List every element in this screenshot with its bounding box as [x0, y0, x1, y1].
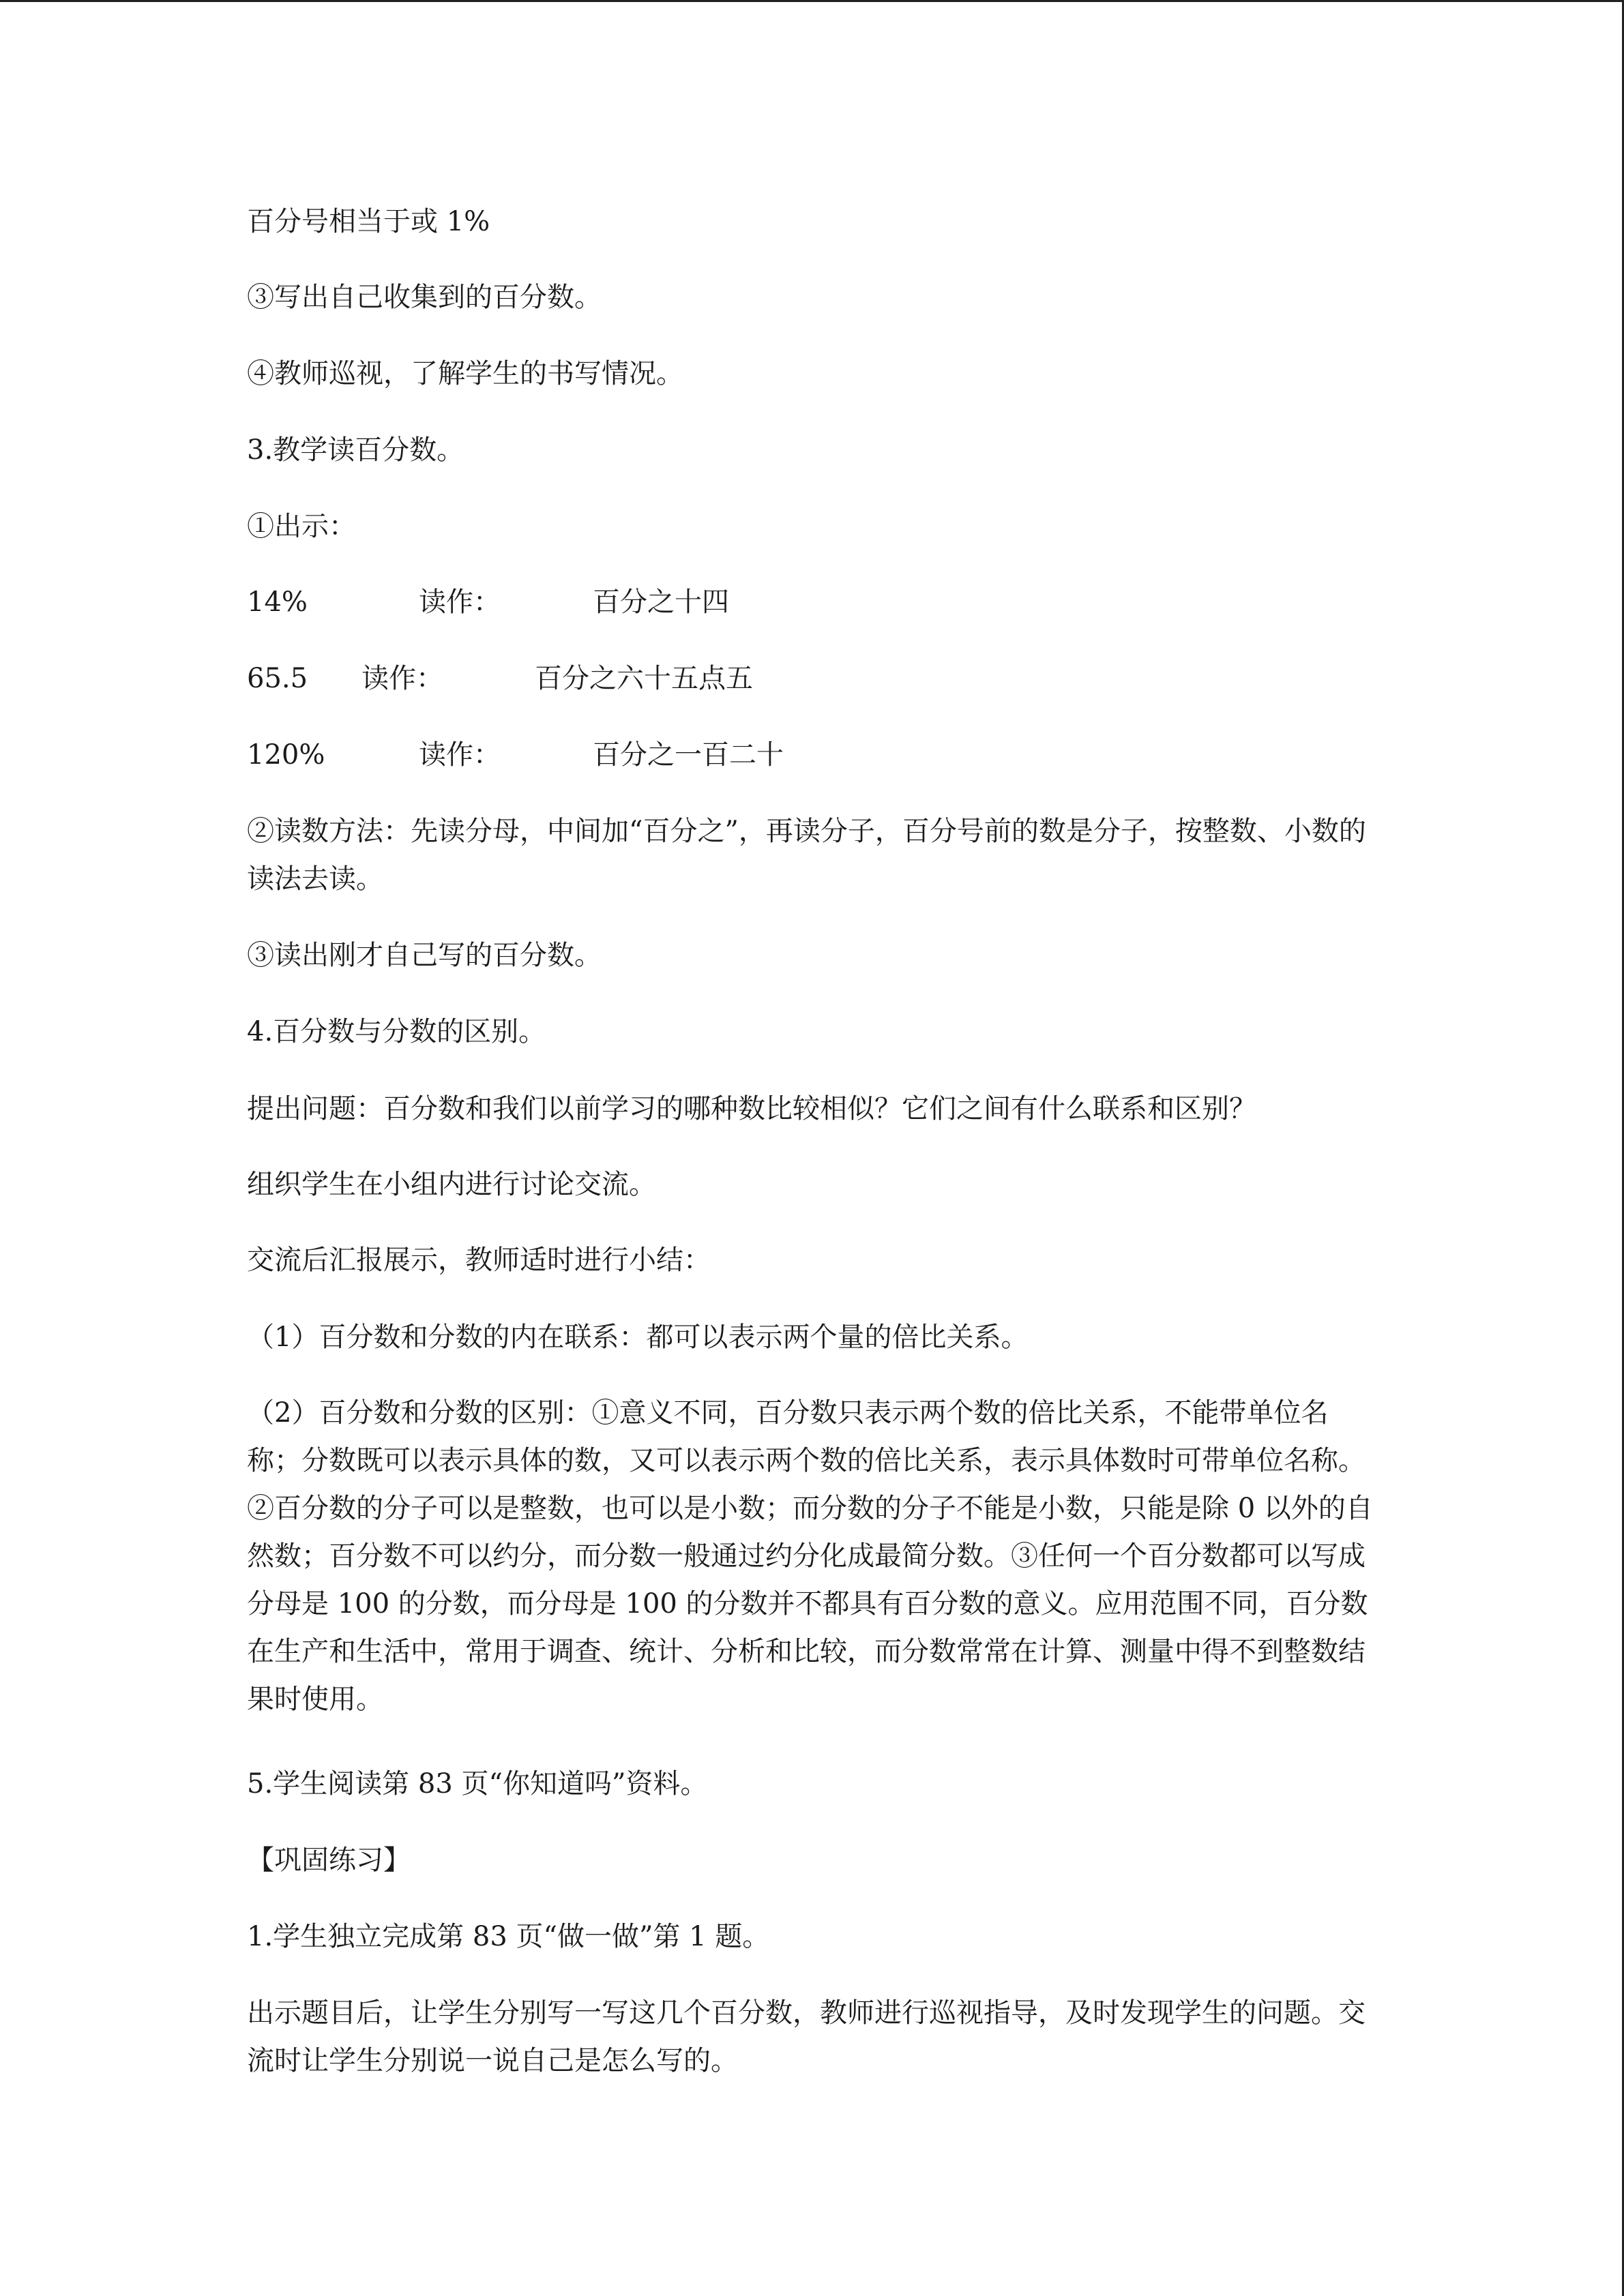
top-border — [0, 0, 1624, 2]
reading-label: 读作： — [419, 586, 501, 618]
paragraph: ②读数方法：先读分母，中间加“百分之”，再读分子，百分号前的数是分子，按整数、小数的读法去读。 — [247, 816, 1366, 895]
text-line: 组织学生在小组内进行讨论交流。 — [247, 1169, 656, 1200]
reading-number: 120% — [247, 739, 325, 771]
text-line: ①出示： — [247, 511, 356, 542]
paragraph: （2）百分数和分数的区别：①意义不同，百分数只表示两个数的倍比关系，不能带单位名称；分数既可以表示具体的数，又可以表示两个数的倍比关系，表示具体数时可带单位名称。②百分数的分子可以是整数，也可以是小数；而分数的分子不能是小数，只能是除 0 以外的自然数；百分数不可以约分，而分数一般通过约分化成最简分数。③任何一个百分数都可以写成分母是 100 的分数，而分母是 100 的分数并不都具有百分数的意义。应用范围不同，百分数在生产和生活中，常用于调查、统计、分析和比较，而分数常常在计算、测量中得不到整数结果时使用。 — [247, 1397, 1373, 1715]
section-heading: 3.教学读百分数。 — [247, 434, 464, 466]
section-title: 【巩固练习】 — [247, 1845, 411, 1876]
reading-number: 14% — [247, 586, 308, 618]
text-line: （1）百分数和分数的内在联系：都可以表示两个量的倍比关系。 — [247, 1322, 1029, 1353]
text-line: ④教师巡视，了解学生的书写情况。 — [247, 358, 683, 389]
section-heading: 5.学生阅读第 83 页“你知道吗”资料。 — [247, 1768, 708, 1800]
paragraph: 出示题目后，让学生分别写一写这几个百分数，教师进行巡视指导，及时发现学生的问题。交流时让学生分别说一说自己是怎么写的。 — [247, 1997, 1365, 2076]
text-line: 提出问题：百分数和我们以前学习的哪种数比较相似？它们之间有什么联系和区别？ — [247, 1093, 1256, 1124]
text-line: ③写出自己收集到的百分数。 — [247, 282, 602, 313]
text-line: 交流后汇报展示，教师适时进行小结： — [247, 1244, 711, 1276]
reading-text: 百分之一百二十 — [593, 739, 784, 771]
reading-text: 百分之六十五点五 — [535, 663, 753, 694]
reading-text: 百分之十四 — [593, 586, 729, 618]
section-heading: 4.百分数与分数的区别。 — [247, 1016, 546, 1047]
text-line: 百分号相当于或 1% — [247, 206, 490, 237]
text-line: ③读出刚才自己写的百分数。 — [247, 940, 602, 971]
reading-row — [247, 731, 1065, 779]
reading-row — [247, 655, 1065, 702]
reading-label: 读作： — [419, 739, 501, 771]
reading-row — [247, 578, 1065, 626]
reading-label: 读作： — [361, 663, 443, 694]
reading-number: 65.5 — [247, 663, 308, 694]
text-line: 1.学生独立完成第 83 页“做一做”第 1 题。 — [247, 1921, 770, 1952]
